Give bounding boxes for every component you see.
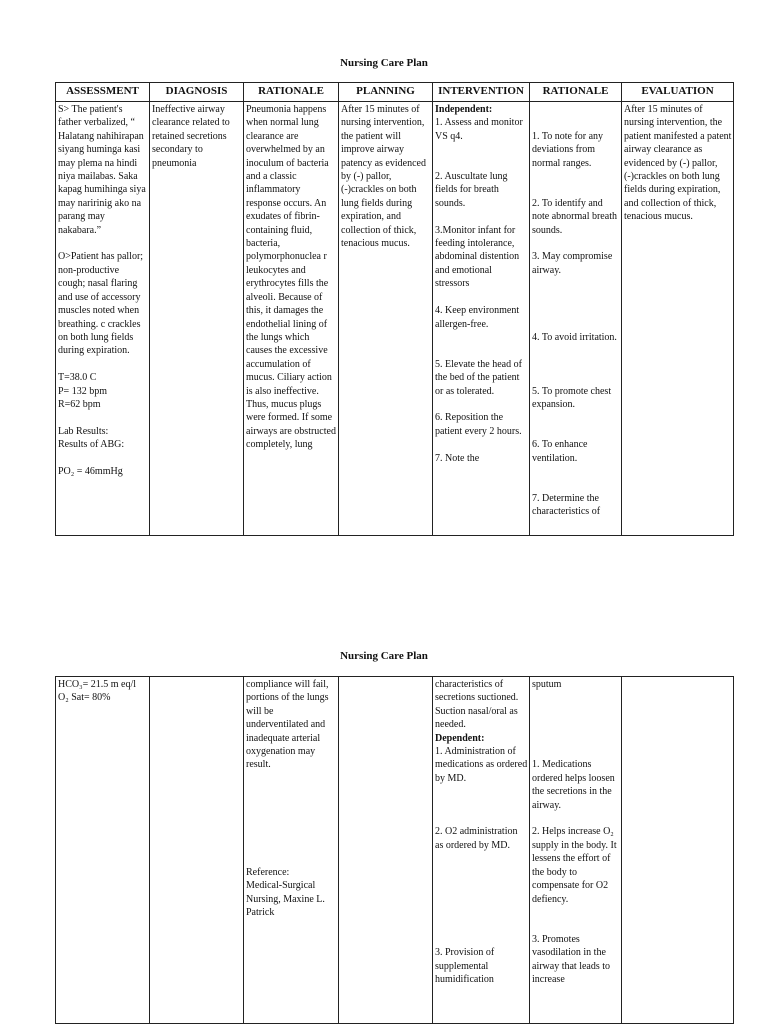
header-assessment: ASSESSMENT: [56, 83, 150, 102]
intervention-cell: [433, 102, 530, 536]
evaluation-cell-2: [622, 677, 734, 1024]
assessment-cell: S> The patient's father verbalized, “ Halatang nahihirapan siyang huminga kasi may plema na hindi niya mailabas. Saka kapag humihinga siya may naririnig ako na parang may nakabara.” O>Patient has pallor; non-productive cough; nasal flaring and use of accessory muscles noted when breathing. c crackles on both lung fields during expiration. T=38.0 C P= 132 bpm R=62 bpm Lab Results: Results of ABG: PO₂ = 46mmHg: [56, 102, 150, 536]
header-rationale-2: RATIONALE: [530, 83, 622, 102]
care-plan-table-1: [55, 82, 734, 536]
rationale-cell-2: compliance will fail, portions of the lungs will be underventilated and inadequate arterial oxygenation may result. Reference: Medical-Surgical Nursing, Maxine L. Patrick: [244, 677, 339, 1024]
planning-cell: After 15 minutes of nursing intervention, the patient will improve airway patency as evidenced by (-) pallor, (-)crackles on both lung fields during expiration, and collection of thick, tenacious mucus.: [339, 102, 433, 536]
assessment-cell-2: HCO₃= 21.5 m eq/l O₂ Sat= 80%: [56, 677, 150, 1024]
intervention-text-2: 1. Administration of medications as ordered by MD. 2. O2 administration as ordered by MD. 3. Provision of supplemental humidification: [435, 746, 528, 985]
header-evaluation: EVALUATION: [622, 83, 734, 102]
diagnosis-cell: Ineffective airway clearance related to retained secretions secondary to pneumonia: [150, 102, 244, 536]
page-title-2: Nursing Care Plan: [340, 650, 428, 662]
planning-cell-2: [339, 677, 433, 1024]
table-row: [56, 677, 734, 1024]
intervention-text: 1. Assess and monitor VS q4. 2. Auscultate lung fields for breath sounds. 3.Monitor infant for feeding intolerance, abdominal distention and emotional stressors 4. Keep environment allergen-free. 5. Elevate the head of the bed of the patient or as tolerated. 6. Reposition the patient every 2 hours. 7. Note the: [435, 117, 523, 464]
intervention-cell-2: [433, 677, 530, 1024]
independent-heading: Independent:: [435, 104, 493, 115]
table-row: [56, 102, 734, 536]
header-intervention: INTERVENTION: [433, 83, 530, 102]
diagnosis-cell-2: [150, 677, 244, 1024]
header-planning: PLANNING: [339, 83, 433, 102]
care-plan-table-2: [55, 676, 734, 1024]
rationale-2-cell: 1. To note for any deviations from normal ranges. 2. To identify and note abnormal breath sounds. 3. May compromise airway. 4. To avoid irritation. 5. To promote chest expansion. 6. To enhance ventilation. 7. Determine the characteristics of: [530, 102, 622, 536]
table-header-row: [56, 83, 734, 102]
intervention-top-text: characteristics of secretions suctioned. Suction nasal/oral as needed.: [435, 679, 519, 731]
page-title-1: Nursing Care Plan: [340, 57, 428, 69]
dependent-heading: Dependent:: [435, 732, 485, 744]
header-rationale: RATIONALE: [244, 83, 339, 102]
rationale-cell: Pneumonia happens when normal lung clearance are overwhelmed by an inoculum of bacteria and a classic inflammatory response occurs. An exudates of fibrin-containing fluid, bacteria, polymorphonuclea r leukocytes and erythrocytes fills the alveoli. Because of this, it damages the endothelial lining of the lungs which causes the excessive accumulation of mucus. Ciliary action is also ineffective. Thus, mucus plugs were formed. If some airways are obstructed completely, lung: [244, 102, 339, 536]
evaluation-cell: After 15 minutes of nursing intervention, the patient manifested a patent airway clearance as evidenced by (-) pallor, (-)crackles on both lung fields during expiration, and collection of thick, tenacious mucus.: [622, 102, 734, 536]
header-diagnosis: DIAGNOSIS: [150, 83, 244, 102]
rationale-2-cell-2: sputum 1. Medications ordered helps loosen the secretions in the airway. 2. Helps increase O₂ supply in the body. It lessens the effort of the body to compensate for O2 defiency. 3. Promotes vasodilation in the airway that leads to increase: [530, 677, 622, 1024]
